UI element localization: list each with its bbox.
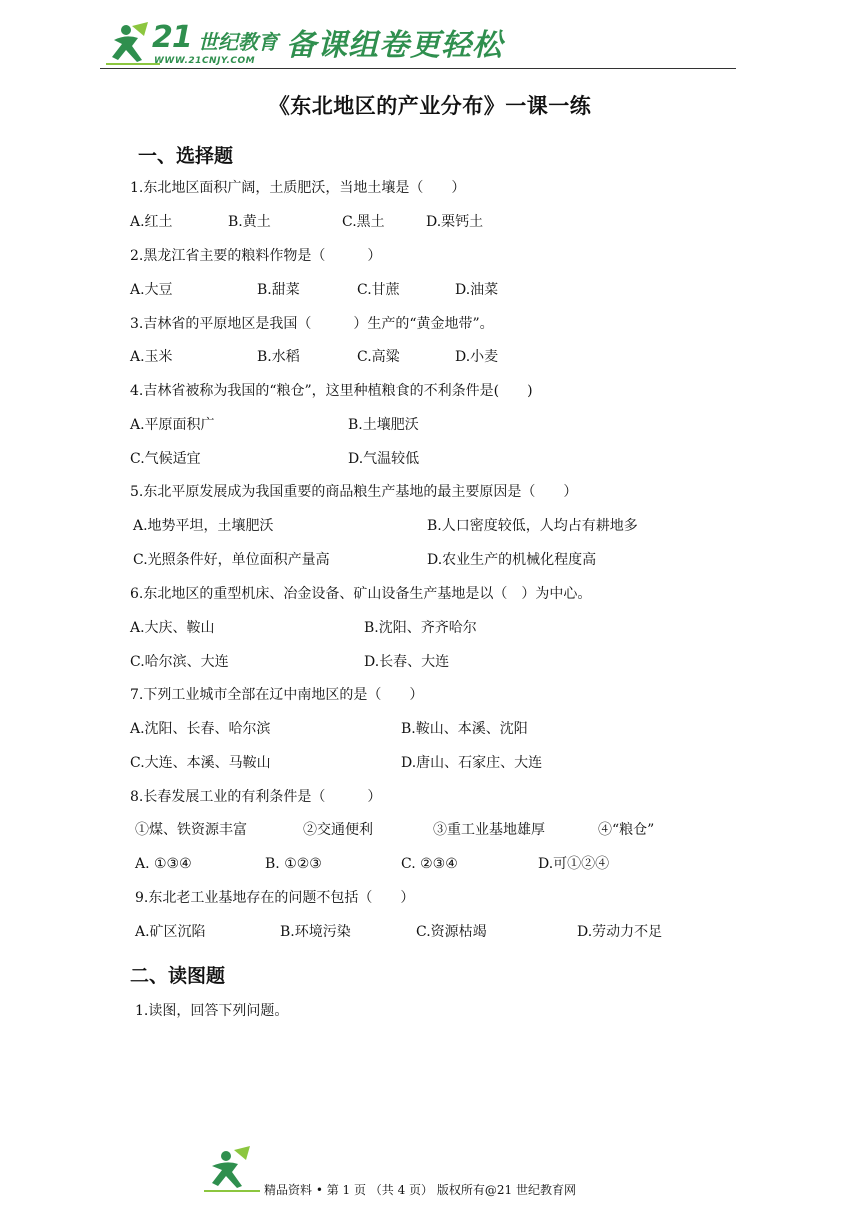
option-d: D.气温较低 xyxy=(348,451,420,467)
option-a: A.平原面积广 xyxy=(130,417,215,433)
question-stem: 3.吉林省的平原地区是我国（ ）生产的“黄金地带”。 xyxy=(130,316,494,332)
logo-url: WWW.21CNJY.COM xyxy=(154,56,256,66)
section-heading-map: 二、读图题 xyxy=(130,965,226,987)
statement-item: ④“粮仓” xyxy=(598,822,655,838)
option-a: A.矿区沉陷 xyxy=(135,924,206,940)
option-b: B.沈阳、齐齐哈尔 xyxy=(364,620,477,636)
option-b: B.甜菜 xyxy=(257,282,300,298)
question-stem: 2.黑龙江省主要的粮料作物是（ ） xyxy=(130,248,382,264)
question-stem: 5.东北平原发展成为我国重要的商品粮生产基地的最主要原因是（ ） xyxy=(130,484,578,500)
option-b: B. ①②③ xyxy=(265,856,322,872)
option-d: D.劳动力不足 xyxy=(577,924,663,940)
page-title: 《东北地区的产业分布》一课一练 xyxy=(268,93,592,118)
option-c: C.光照条件好，单位面积产量高 xyxy=(133,552,330,568)
option-c: C.资源枯竭 xyxy=(416,924,487,940)
option-a: A.红土 xyxy=(130,214,173,230)
option-c: C.高粱 xyxy=(357,349,400,365)
option-a: A.玉米 xyxy=(130,349,173,365)
question-stem: 7.下列工业城市全部在辽中南地区的是（ ） xyxy=(130,687,424,703)
option-b: B.鞍山、本溪、沈阳 xyxy=(401,721,528,737)
option-b: B.人口密度较低，人均占有耕地多 xyxy=(427,518,638,534)
option-a: A. ①③④ xyxy=(135,856,192,872)
question-stem: 8.长春发展工业的有利条件是（ ） xyxy=(130,789,382,805)
logo-number: 21 xyxy=(152,20,192,55)
question-stem: 4.吉林省被称为我国的“粮仓”，这里种植粮食的不利条件是( ) xyxy=(130,383,533,399)
option-a: A.大豆 xyxy=(130,282,173,298)
question-stem: 9.东北老工业基地存在的问题不包括（ ） xyxy=(135,890,415,906)
option-b: B.土壤肥沃 xyxy=(348,417,419,433)
option-b: B.黄土 xyxy=(228,214,271,230)
question-stem: 1.东北地区面积广阔，土质肥沃，当地土壤是（ ） xyxy=(130,180,466,196)
option-c: C.甘蔗 xyxy=(357,282,400,298)
option-d: D.长春、大连 xyxy=(364,654,450,670)
option-c: C.黑土 xyxy=(342,214,385,230)
option-b: B.水稻 xyxy=(257,349,300,365)
statement-item: ③重工业基地雄厚 xyxy=(433,822,545,838)
header-divider xyxy=(100,68,736,69)
option-b: B.环境污染 xyxy=(280,924,351,940)
option-c: C.大连、本溪、马鞍山 xyxy=(130,755,271,771)
option-a: A.大庆、鞍山 xyxy=(130,620,215,636)
map-question-stem: 1.读图，回答下列问题。 xyxy=(135,1003,289,1019)
footer-text: 精品资料 • 第 1 页 （共 4 页） 版权所有@21 世纪教育网 xyxy=(264,1183,576,1197)
option-c: C.气候适宜 xyxy=(130,451,201,467)
option-d: D.唐山、石家庄、大连 xyxy=(401,755,543,771)
option-d: D.可①②④ xyxy=(538,856,610,872)
option-a: A.地势平坦，土壤肥沃 xyxy=(133,518,274,534)
option-d: D.油菜 xyxy=(455,282,499,298)
logo-text: 世纪教育 xyxy=(198,30,278,54)
option-a: A.沈阳、长春、哈尔滨 xyxy=(130,721,271,737)
option-c: C. ②③④ xyxy=(401,856,458,872)
question-stem: 6.东北地区的重型机床、冶金设备、矿山设备生产基地是以（ ）为中心。 xyxy=(130,586,592,602)
section-heading-choice: 一、选择题 xyxy=(138,145,234,167)
option-d: D.栗钙土 xyxy=(426,214,484,230)
option-c: C.哈尔滨、大连 xyxy=(130,654,229,670)
footer-runner-logo-icon xyxy=(200,1144,264,1194)
option-d: D.农业生产的机械化程度高 xyxy=(427,552,597,568)
option-d: D.小麦 xyxy=(455,349,499,365)
statement-item: ①煤、铁资源丰富 xyxy=(135,822,247,838)
page-header xyxy=(100,18,736,70)
header-slogan: 备课组卷更轻松 xyxy=(286,28,503,63)
statement-item: ②交通便利 xyxy=(303,822,373,838)
